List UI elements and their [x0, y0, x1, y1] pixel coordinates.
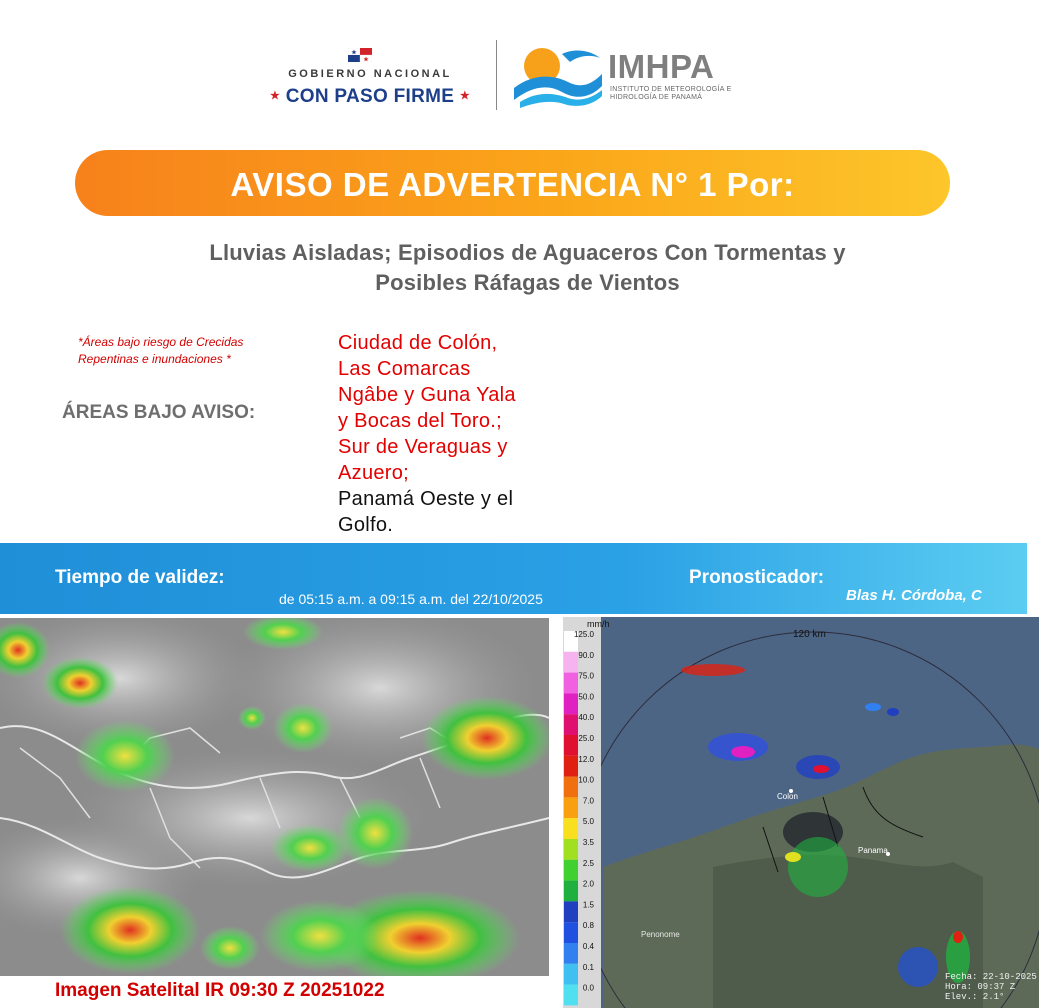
radar-scale-swatch — [564, 714, 578, 735]
star-icon: ★ — [459, 90, 471, 102]
warning-subtitle — [100, 238, 955, 298]
satellite-caption: Imagen Satelital IR 09:30 Z 20251022 — [55, 980, 385, 1001]
star-icon: ★ — [269, 90, 281, 102]
gov-logo-line2 — [262, 86, 478, 108]
gov-logo-line1: GOBIERNO NACIONAL — [288, 68, 452, 80]
radar-scale-swatch — [564, 964, 578, 985]
validity-bar — [0, 543, 1027, 614]
radar-scale-swatch — [564, 922, 578, 943]
imhpa-wave-sun-icon — [512, 44, 604, 108]
forecaster-label: Pronosticador: — [689, 567, 825, 588]
warning-banner — [75, 150, 950, 216]
panama-flag-icon — [348, 48, 372, 62]
radar-scale-swatch — [564, 839, 578, 860]
subtitle-line1: Lluvias Aisladas; Episodios de Aguaceros Con Tormentas y — [209, 240, 846, 265]
areas-list-black: Panamá Oeste y el Golfo. — [338, 488, 514, 536]
radar-scale-label: 3.5 — [582, 838, 594, 847]
radar-scale-label: 40.0 — [578, 713, 594, 723]
radar-scale-label: 125.0 — [573, 630, 594, 639]
radar-scale-swatch — [564, 818, 578, 839]
radar-info-elev: Elev.: 2.1° — [945, 992, 1005, 1002]
radar-scale-label: 0.8 — [582, 921, 594, 931]
imhpa-logo — [512, 44, 742, 108]
radar-image — [563, 617, 1039, 1008]
radar-scale-label: 7.0 — [582, 796, 594, 806]
radar-scale-label: 25.0 — [578, 734, 594, 743]
imhpa-name: IMHPA — [608, 48, 715, 85]
satellite-ir-map — [0, 618, 549, 976]
radar-scale-swatch — [564, 985, 578, 1006]
radar-scale-swatch — [564, 756, 578, 777]
validity-value: de 05:15 a.m. a 09:15 a.m. del 22/10/2025 — [279, 591, 543, 607]
radar-scale-label: 5.0 — [582, 817, 594, 827]
areas-list-red: Ciudad de Colón, Las Comarcas Ngâbe y Guna Yala y Bocas del Toro.; Sur de Veraguas y Azuero; — [338, 332, 516, 484]
radar-scale-label: 0.4 — [582, 942, 594, 951]
radar-scale-label: 10.0 — [578, 775, 594, 785]
radar-info-fecha: Fecha: 22-10-2025 — [945, 972, 1037, 982]
radar-scale-swatch — [564, 881, 578, 902]
radar-scale-label: 1.5 — [582, 900, 594, 910]
radar-city-panama: Panama — [858, 846, 888, 855]
radar-scale-label: 90.0 — [578, 650, 594, 660]
radar-scale-swatch — [564, 693, 578, 714]
imhpa-subtitle: INSTITUTO DE METEOROLOGÍA E HIDROLOGÍA DE PANAMÁ — [610, 86, 732, 101]
risk-note-line1: *Áreas bajo riesgo de Crecidas — [78, 335, 244, 349]
radar-scale-label: 50.0 — [578, 692, 594, 702]
radar-scale-label: 75.0 — [578, 671, 594, 681]
gobierno-nacional-logo — [262, 44, 478, 114]
radar-scale-swatch — [564, 901, 578, 922]
logo-divider — [496, 40, 497, 110]
radar-info-hora: Hora: 09:37 Z — [945, 982, 1016, 992]
radar-unit-label: mm/h — [587, 619, 610, 629]
radar-scale-swatch — [564, 673, 578, 694]
validity-label: Tiempo de validez: — [55, 567, 225, 588]
gov-logo-line2-text: CON PASO FIRME — [285, 86, 455, 107]
risk-note — [78, 334, 318, 368]
radar-scale-label: 12.0 — [578, 754, 594, 764]
areas-list — [338, 330, 568, 538]
radar-scale-swatch — [564, 652, 578, 673]
radar-map — [563, 617, 1039, 1008]
radar-scale-swatch — [564, 777, 578, 798]
radar-scale-swatch — [564, 860, 578, 881]
radar-scale-swatch — [564, 797, 578, 818]
radar-range-label: 120 km — [793, 629, 826, 640]
radar-scale-label: 0.0 — [582, 983, 594, 993]
radar-scale-swatch — [564, 943, 578, 964]
radar-scale-label: 0.1 — [582, 962, 594, 972]
forecaster-name: Blas H. Córdoba, C — [846, 587, 982, 604]
radar-city-colon: Colon — [777, 792, 798, 801]
satellite-image — [0, 618, 549, 976]
risk-note-line2: Repentinas e inundaciones * — [78, 352, 231, 366]
radar-scale-label: 2.0 — [582, 879, 594, 889]
subtitle-line2: Posibles Ráfagas de Vientos — [375, 270, 680, 295]
warning-title: AVISO DE ADVERTENCIA N° 1 Por: — [230, 166, 795, 203]
areas-label: ÁREAS BAJO AVISO: — [62, 402, 256, 423]
radar-city-penonome: Penonome — [641, 930, 680, 939]
radar-scale-swatch — [564, 735, 578, 756]
radar-scale-label: 2.5 — [582, 858, 594, 868]
